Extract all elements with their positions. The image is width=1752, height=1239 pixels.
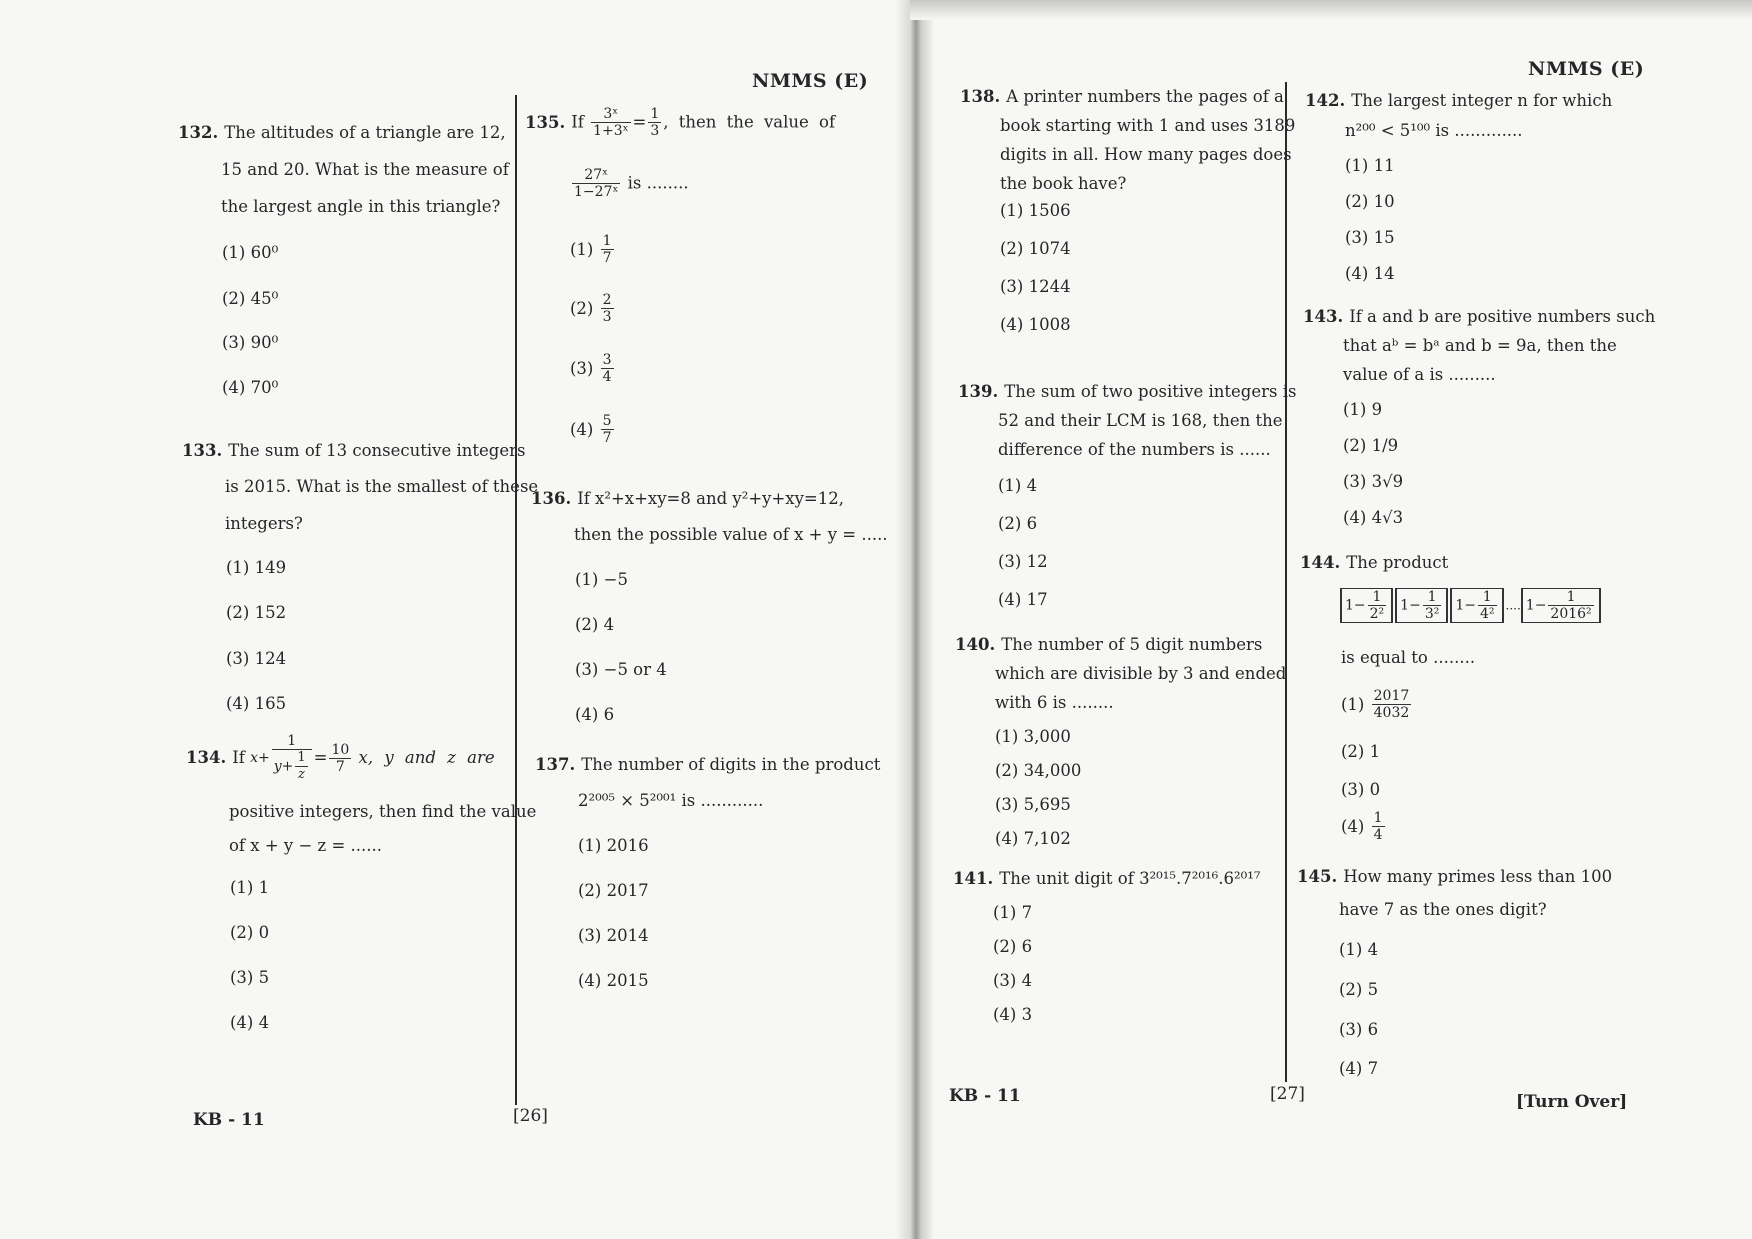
- question-number: 133.: [182, 441, 223, 460]
- question-text: If a and b are positive numbers such: [1349, 307, 1656, 326]
- question-text-tail: , then the value of: [663, 112, 836, 132]
- question-number: 145.: [1297, 867, 1338, 886]
- question-number: 144.: [1300, 553, 1341, 572]
- fraction-numerator: 1: [272, 733, 312, 750]
- question-text: The unit digit of 3²⁰¹⁵.7²⁰¹⁶.6²⁰¹⁷: [999, 869, 1261, 888]
- option-132-3[interactable]: (3) 90⁰: [222, 333, 279, 352]
- inner-denominator: z: [298, 767, 305, 782]
- option-label: (4): [1341, 817, 1365, 836]
- one-minus: 1−: [1400, 597, 1421, 614]
- option-136-1[interactable]: (1) −5: [575, 570, 628, 589]
- option-144-1[interactable]: [1341, 688, 1413, 721]
- question-145-line2: have 7 as the ones digit?: [1339, 900, 1547, 919]
- option-145-4[interactable]: (4) 7: [1339, 1059, 1379, 1078]
- question-text: The sum of 13 consecutive integers: [228, 441, 526, 460]
- question-141: [953, 864, 1260, 893]
- option-134-3[interactable]: (3) 5: [230, 968, 270, 987]
- option-139-3[interactable]: (3) 12: [998, 552, 1048, 571]
- fraction-numerator: 27ˣ: [572, 167, 620, 184]
- option-144-3[interactable]: (3) 0: [1341, 780, 1381, 799]
- question-text: The number of digits in the product: [581, 755, 881, 774]
- option-134-1[interactable]: (1) 1: [230, 878, 270, 897]
- turn-over-label: [Turn Over]: [1516, 1092, 1628, 1112]
- question-if: If: [232, 748, 245, 767]
- option-138-2[interactable]: (2) 1074: [1000, 239, 1071, 258]
- bracket-term-2: [1395, 588, 1448, 623]
- question-144: [1300, 548, 1448, 577]
- option-143-3[interactable]: (3) 3√9: [1343, 472, 1404, 491]
- question-140-line2: which are divisible by 3 and ended: [995, 664, 1287, 683]
- option-138-4[interactable]: (4) 1008: [1000, 315, 1071, 334]
- equals-sign: =: [313, 748, 328, 767]
- question-132-line2: 15 and 20. What is the measure of: [221, 160, 509, 179]
- option-137-1[interactable]: (1) 2016: [578, 836, 649, 855]
- question-138-line3: digits in all. How many pages does: [1000, 145, 1292, 164]
- left-footer-code: KB - 11: [193, 1110, 265, 1130]
- option-numerator: 1: [602, 233, 612, 249]
- fraction-denominator-y: y+: [273, 758, 294, 775]
- option-denominator: 4: [602, 369, 612, 385]
- option-135-1[interactable]: [570, 233, 616, 266]
- question-139-line3: difference of the numbers is ......: [998, 440, 1271, 459]
- option-135-4[interactable]: [570, 413, 616, 446]
- question-138-line2: book starting with 1 and uses 3189: [1000, 116, 1296, 135]
- term-numerator: 1: [1423, 589, 1442, 606]
- question-number: 138.: [960, 87, 1001, 106]
- question-135-line2: [570, 167, 689, 200]
- inner-numerator: 1: [297, 750, 306, 765]
- term-numerator: 1: [1478, 589, 1497, 606]
- option-141-2[interactable]: (2) 6: [993, 937, 1033, 956]
- option-141-1[interactable]: (1) 7: [993, 903, 1033, 922]
- option-134-4[interactable]: (4) 4: [230, 1013, 270, 1032]
- question-136: [531, 484, 844, 513]
- option-138-3[interactable]: (3) 1244: [1000, 277, 1071, 296]
- option-139-4[interactable]: (4) 17: [998, 590, 1048, 609]
- question-134: [186, 733, 495, 783]
- question-134-line3: of x + y − z = ......: [229, 836, 383, 855]
- option-132-1[interactable]: (1) 60⁰: [222, 243, 279, 262]
- option-133-4[interactable]: (4) 165: [226, 694, 287, 713]
- book-spine-shadow: [895, 0, 933, 1239]
- question-number: 141.: [953, 869, 994, 888]
- question-142: [1305, 86, 1612, 115]
- option-140-3[interactable]: (3) 5,695: [995, 795, 1071, 814]
- question-number: 140.: [955, 635, 996, 654]
- option-denominator: 4032: [1373, 705, 1410, 721]
- option-136-2[interactable]: (2) 4: [575, 615, 615, 634]
- option-133-1[interactable]: (1) 149: [226, 558, 287, 577]
- question-133-line2: is 2015. What is the smallest of these: [225, 477, 539, 496]
- option-143-1[interactable]: (1) 9: [1343, 400, 1383, 419]
- option-143-4[interactable]: (4) 4√3: [1343, 508, 1404, 527]
- option-139-1[interactable]: (1) 4: [998, 476, 1038, 495]
- option-134-2[interactable]: (2) 0: [230, 923, 270, 942]
- bracket-term-3: [1450, 588, 1503, 623]
- option-numerator: 5: [602, 413, 612, 429]
- bracket-term-1: [1340, 588, 1393, 623]
- term-denominator: 3²: [1424, 606, 1440, 622]
- question-text: The sum of two positive integers is: [1004, 382, 1297, 401]
- option-140-1[interactable]: (1) 3,000: [995, 727, 1071, 746]
- term-denominator: 4²: [1479, 606, 1495, 622]
- option-145-2[interactable]: (2) 5: [1339, 980, 1379, 999]
- page-top-shadow: [910, 0, 1752, 20]
- question-text: The product: [1346, 553, 1449, 572]
- question-132: [178, 118, 506, 147]
- question-text: How many primes less than 100: [1343, 867, 1613, 886]
- question-text: A printer numbers the pages of a: [1006, 87, 1284, 106]
- option-label: (2): [570, 299, 594, 318]
- question-number: 135.: [525, 112, 566, 132]
- question-text-tail: x, y and z are: [358, 748, 495, 767]
- question-138-line4: the book have?: [1000, 174, 1127, 193]
- right-column-divider: [1285, 82, 1287, 1082]
- option-denominator: 7: [602, 430, 612, 446]
- fraction-denominator: 1−27ˣ: [574, 184, 619, 200]
- rhs-denominator: 7: [335, 758, 345, 775]
- fraction-denominator: 3: [650, 123, 660, 139]
- rhs-numerator: 10: [331, 741, 350, 758]
- option-numerator: 3: [602, 352, 612, 368]
- left-page-header: NMMS (E): [752, 70, 869, 92]
- question-143-line2: that aᵇ = bᵃ and b = 9a, then the: [1343, 336, 1617, 355]
- question-text: The number of 5 digit numbers: [1001, 635, 1263, 654]
- ellipsis: ....: [1505, 598, 1521, 613]
- option-137-2[interactable]: (2) 2017: [578, 881, 649, 900]
- option-132-4[interactable]: (4) 70⁰: [222, 378, 279, 397]
- option-140-4[interactable]: (4) 7,102: [995, 829, 1071, 848]
- question-143: [1303, 302, 1655, 331]
- fraction-numerator: 3ˣ: [591, 106, 630, 123]
- question-135: [525, 106, 835, 139]
- question-140: [955, 630, 1262, 659]
- option-label: (4): [570, 420, 594, 439]
- question-140-line3: with 6 is ........: [995, 693, 1114, 712]
- term-denominator: 2²: [1369, 606, 1385, 622]
- fraction-numerator: 1: [650, 106, 660, 122]
- question-142-line2: n²⁰⁰ < 5¹⁰⁰ is .............: [1345, 121, 1523, 140]
- question-145: [1297, 862, 1612, 891]
- option-label: (1): [1341, 695, 1365, 714]
- option-136-3[interactable]: (3) −5 or 4: [575, 660, 667, 679]
- question-133-line3: integers?: [225, 514, 303, 533]
- option-143-2[interactable]: (2) 1/9: [1343, 436, 1399, 455]
- question-number: 139.: [958, 382, 999, 401]
- option-137-4[interactable]: (4) 2015: [578, 971, 649, 990]
- right-page-header: NMMS (E): [1528, 58, 1645, 80]
- option-label: (3): [570, 359, 594, 378]
- question-number: 134.: [186, 748, 227, 767]
- option-142-4[interactable]: (4) 14: [1345, 264, 1395, 283]
- option-141-3[interactable]: (3) 4: [993, 971, 1033, 990]
- option-138-1[interactable]: (1) 1506: [1000, 201, 1071, 220]
- option-numerator: 2: [602, 292, 612, 308]
- question-number: 132.: [178, 123, 219, 142]
- question-136-line2: then the possible value of x + y = .....: [574, 525, 888, 544]
- option-label: (1): [570, 240, 594, 259]
- continued-fraction: [272, 733, 312, 783]
- question-137: [535, 750, 880, 779]
- option-137-3[interactable]: (3) 2014: [578, 926, 649, 945]
- option-136-4[interactable]: (4) 6: [575, 705, 615, 724]
- option-133-2[interactable]: (2) 152: [226, 603, 287, 622]
- fraction-denominator: 1+3ˣ: [593, 123, 629, 139]
- question-134-line2: positive integers, then find the value: [229, 802, 537, 821]
- option-135-3[interactable]: [570, 352, 616, 385]
- question-text: If x²+x+xy=8 and y²+y+xy=12,: [577, 489, 844, 508]
- bracket-term-4: [1521, 588, 1601, 623]
- one-minus: 1−: [1525, 597, 1547, 614]
- option-numerator: 1: [1373, 810, 1383, 826]
- option-denominator: 7: [602, 250, 612, 266]
- question-number: 142.: [1305, 91, 1346, 110]
- question-text: The largest integer n for which: [1351, 91, 1613, 110]
- question-138: [960, 82, 1284, 111]
- option-140-2[interactable]: (2) 34,000: [995, 761, 1082, 780]
- product-expression: [1340, 588, 1603, 623]
- option-133-3[interactable]: (3) 124: [226, 649, 287, 668]
- question-number: 143.: [1303, 307, 1344, 326]
- question-text: The altitudes of a triangle are 12,: [224, 123, 506, 142]
- option-denominator: 4: [1373, 827, 1383, 843]
- one-minus: 1−: [1455, 597, 1476, 614]
- question-132-line3: the largest angle in this triangle?: [221, 197, 501, 216]
- term-numerator: 1: [1368, 589, 1387, 606]
- one-minus: 1−: [1345, 597, 1366, 614]
- option-144-4[interactable]: [1341, 810, 1387, 843]
- equals-sign: =: [632, 112, 647, 132]
- right-page-number: [27]: [1270, 1084, 1305, 1104]
- question-144-line3: is equal to ........: [1341, 648, 1476, 667]
- option-denominator: 3: [602, 309, 612, 325]
- question-is: is ........: [627, 173, 689, 193]
- option-145-3[interactable]: (3) 6: [1339, 1020, 1379, 1039]
- question-139: [958, 377, 1296, 406]
- question-number: 137.: [535, 755, 576, 774]
- question-137-line2: 2²⁰⁰⁵ × 5²⁰⁰¹ is ............: [578, 791, 764, 810]
- option-132-2[interactable]: (2) 45⁰: [222, 289, 279, 308]
- left-column-divider: [515, 95, 517, 1105]
- option-142-1[interactable]: (1) 11: [1345, 156, 1395, 175]
- left-page-number: [26]: [513, 1106, 548, 1126]
- option-142-3[interactable]: (3) 15: [1345, 228, 1395, 247]
- expr-x: x+: [250, 750, 270, 766]
- right-footer-code: KB - 11: [949, 1086, 1021, 1106]
- question-number: 136.: [531, 489, 572, 508]
- question-133: [182, 436, 525, 465]
- option-142-2[interactable]: (2) 10: [1345, 192, 1395, 211]
- question-if: If: [571, 112, 584, 132]
- option-135-2[interactable]: [570, 292, 616, 325]
- question-139-line2: 52 and their LCM is 168, then the: [998, 411, 1283, 430]
- option-139-2[interactable]: (2) 6: [998, 514, 1038, 533]
- term-denominator: 2016²: [1550, 606, 1592, 622]
- option-145-1[interactable]: (1) 4: [1339, 940, 1379, 959]
- option-numerator: 2017: [1373, 688, 1410, 704]
- option-144-2[interactable]: (2) 1: [1341, 742, 1381, 761]
- term-numerator: 1: [1548, 589, 1593, 606]
- option-141-4[interactable]: (4) 3: [993, 1005, 1033, 1024]
- question-143-line3: value of a is .........: [1343, 365, 1496, 384]
